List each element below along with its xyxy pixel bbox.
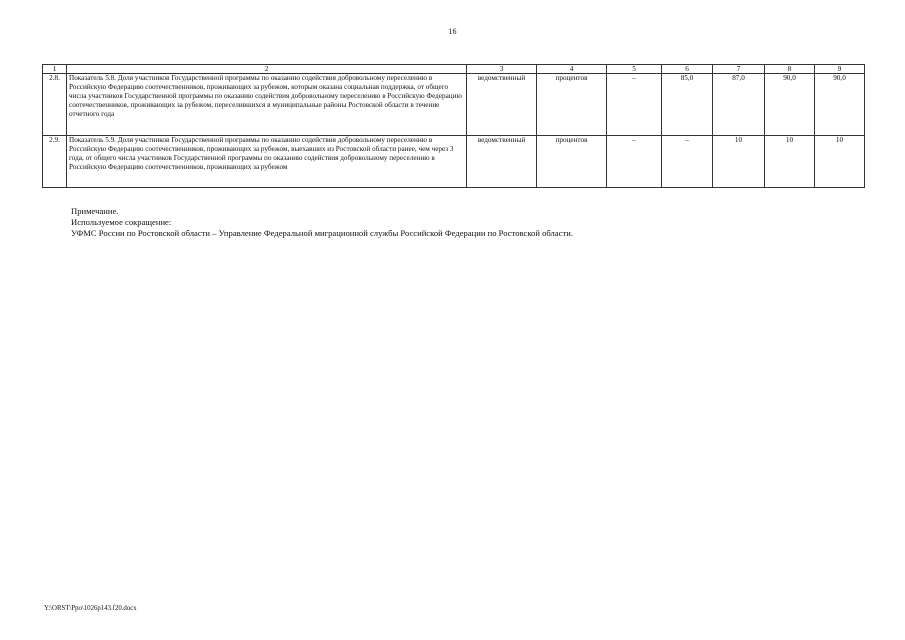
indicator-description: Показатель 5.9. Доля участников Государственной программы по оказанию содействия добровольному переселению в Российскую Федерацию соотечественников, проживающих за рубежом, выехавших из Ростовской области ранее, чем через 3 года, от общего числа участников Государственной программы по оказанию содействия добровольному переселению в Российскую Федерацию соотечественников, проживающих за рубежом xyxy=(67,136,467,188)
row-number: 2.8. xyxy=(43,74,67,136)
header-cell: 3 xyxy=(467,65,537,74)
table-header-row xyxy=(43,65,865,74)
header-cell: 7 xyxy=(713,65,765,74)
header-cell: 6 xyxy=(662,65,713,74)
value-col-7: 10 xyxy=(713,136,765,188)
indicator-description: Показатель 5.8. Доля участников Государственной программы по оказанию содействия добровольному переселению в Российскую Федерацию соотечественников, проживающих за рубежом, которым оказана социальная поддержка, от общего числа участников Государственной программы по оказанию содействия добровольному переселению в Российскую Федерацию соотечественников, проживающих за рубежом, переселившихся в муниципальные районы Ростовской области в течение отчетного года xyxy=(67,74,467,136)
indicator-type: ведомственный xyxy=(467,74,537,136)
value-col-5: – xyxy=(607,74,662,136)
header-cell: 2 xyxy=(67,65,467,74)
header-cell: 1 xyxy=(43,65,67,74)
note-abbreviation: УФМС России по Ростовской области – Управление Федеральной миграционной службы Российской Федерации по Ростовской области. xyxy=(71,228,573,238)
table-row xyxy=(43,136,865,188)
value-col-5: – xyxy=(607,136,662,188)
value-col-9: 10 xyxy=(815,136,865,188)
indicator-type: ведомственный xyxy=(467,136,537,188)
unit-of-measure: процентов xyxy=(537,74,607,136)
value-col-6: – xyxy=(662,136,713,188)
unit-of-measure: процентов xyxy=(537,136,607,188)
note-block xyxy=(71,206,573,239)
header-cell: 5 xyxy=(607,65,662,74)
file-path-footer: Y:\ORST\Ppo\1026p143.f20.docx xyxy=(44,605,137,612)
table-row xyxy=(43,74,865,136)
value-col-6: 85,0 xyxy=(662,74,713,136)
value-col-8: 90,0 xyxy=(765,74,815,136)
note-subtitle: Используемое сокращение: xyxy=(71,217,172,227)
value-col-9: 90,0 xyxy=(815,74,865,136)
note-title: Примечание. xyxy=(71,206,119,216)
value-col-8: 10 xyxy=(765,136,815,188)
header-cell: 8 xyxy=(765,65,815,74)
indicators-table xyxy=(42,64,865,188)
page-number: 16 xyxy=(448,27,457,36)
value-col-7: 87,0 xyxy=(713,74,765,136)
row-number: 2.9. xyxy=(43,136,67,188)
header-cell: 4 xyxy=(537,65,607,74)
header-cell: 9 xyxy=(815,65,865,74)
